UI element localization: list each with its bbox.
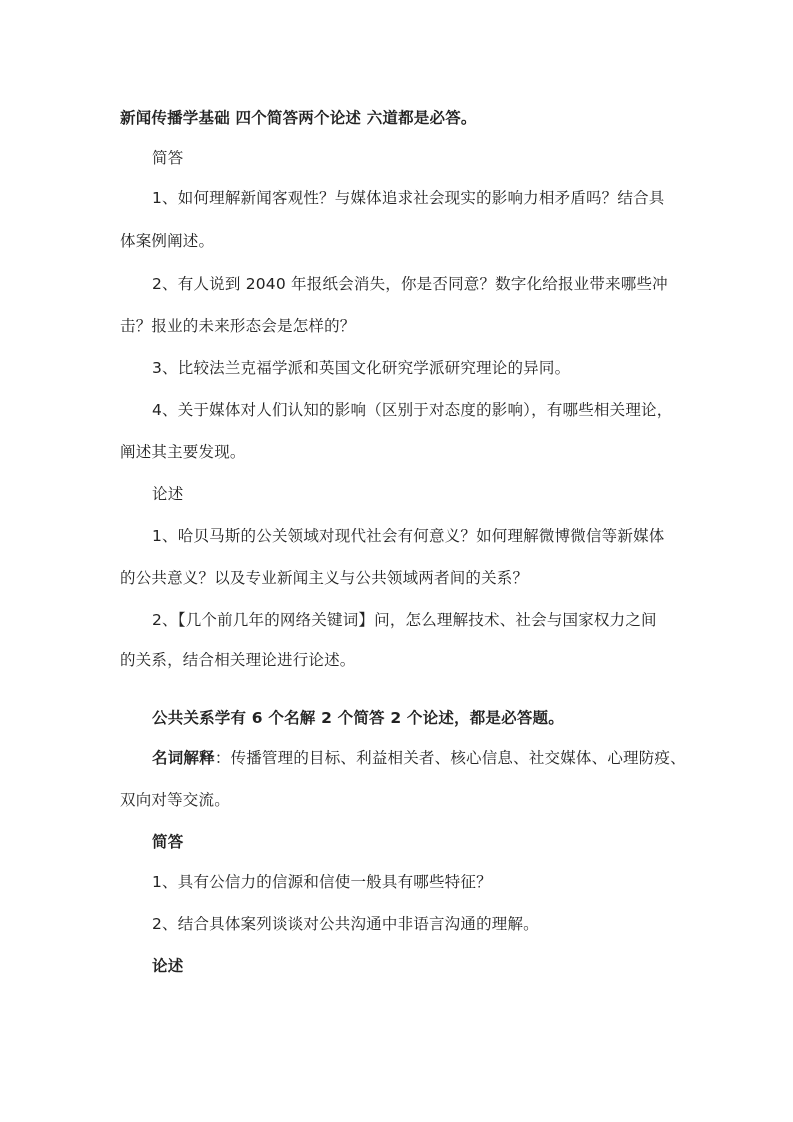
- terms-line1: [152, 747, 686, 769]
- pr-short-q1: 1、具有公信力的信源和信使一般具有哪些特征？: [152, 873, 492, 891]
- section1-essay-heading: 论述: [152, 485, 184, 503]
- essay-q2-line1: 2、【几个前几年的网络关键词】问，怎么理解技术、社会与国家权力之间: [152, 611, 657, 629]
- short-q2-line1: 2、有人说到 2040 年报纸会消失，你是否同意？数字化给报业带来哪些冲: [152, 275, 668, 293]
- section2-title: 公共关系学有 6 个名解 2 个简答 2 个论述，都是必答题。: [152, 709, 564, 727]
- short-q4-line2: 阐述其主要发现。: [120, 443, 246, 461]
- section2-essay-heading: 论述: [152, 957, 184, 975]
- terms-line2: 双向对等交流。: [120, 791, 230, 809]
- short-q4-line1: 4、关于媒体对人们认知的影响（区别于对态度的影响），有哪些相关理论，: [152, 401, 673, 419]
- section2-short-heading: 简答: [152, 833, 184, 851]
- short-q1-line1: 1、如何理解新闻客观性？与媒体追求社会现实的影响力相矛盾吗？结合具: [152, 189, 665, 207]
- terms-label: 名词解释: [152, 749, 215, 767]
- essay-q1-line2: 的公共意义？以及专业新闻主义与公共领域两者间的关系？: [120, 569, 529, 587]
- short-q1-line2: 体案例阐述。: [120, 232, 215, 250]
- short-q3-line1: 3、比较法兰克福学派和英国文化研究学派研究理论的异同。: [152, 359, 571, 377]
- short-q2-line2: 击？报业的未来形态会是怎样的？: [120, 317, 356, 335]
- terms-list: ：传播管理的目标、利益相关者、核心信息、社交媒体、心理防疫、: [214, 749, 686, 767]
- section1-title: 新闻传播学基础 四个简答两个论述 六道都是必答。: [120, 109, 477, 127]
- essay-q2-line2: 的关系，结合相关理论进行论述。: [120, 651, 356, 669]
- essay-q1-line1: 1、哈贝马斯的公关领域对现代社会有何意义？如何理解微博微信等新媒体: [152, 527, 665, 545]
- section1-short-heading: 简答: [152, 149, 184, 167]
- pr-short-q2: 2、结合具体案列谈谈对公共沟通中非语言沟通的理解。: [152, 915, 539, 933]
